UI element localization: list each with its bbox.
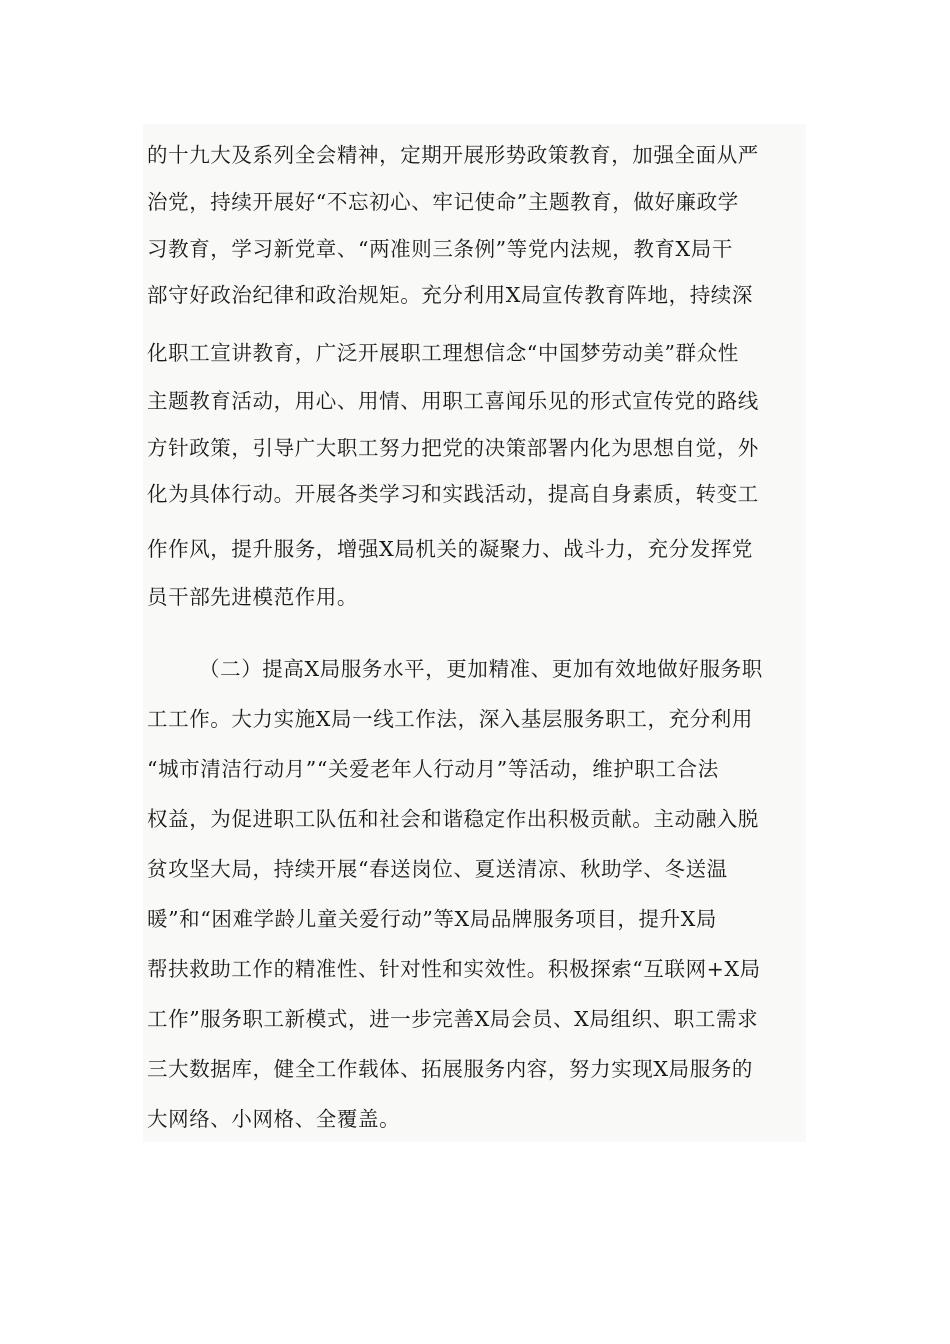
text-line: 的十九大及系列全会精神，定期开展形势政策教育，加强全面从严 (147, 143, 759, 167)
text-line: 部守好政治纪律和政治规矩。充分利用X局宣传教育阵地，持续深 (147, 283, 753, 307)
text-line: 帮扶救助工作的精准性、针对性和实效性。积极探索“互联网+X局 (147, 957, 761, 981)
text-line: 员干部先进模范作用。 (147, 585, 358, 609)
text-line: 工工作。大力实施X局一线工作法，深入基层服务职工，充分利用 (147, 707, 753, 731)
text-line: 化为具体行动。开展各类学习和实践活动，提高自身素质，转变工 (147, 482, 759, 506)
text-line: 方针政策，引导广大职工努力把党的决策部署内化为思想自觉，外 (147, 436, 759, 460)
text-line: “城市清洁行动月”“关爱老年人行动月”等活动，维护职工合法 (147, 757, 719, 781)
text-line: 权益，为促进职工队伍和社会和谐稳定作出积极贡献。主动融入脱 (147, 807, 759, 831)
text-line: 主题教育活动，用心、用情、用职工喜闻乐见的形式宣传党的路线 (147, 389, 759, 413)
body-text (143, 124, 806, 1142)
text-line: 治党，持续开展好“不忘初心、牢记使命”主题教育，做好廉政学 (147, 190, 739, 214)
paragraph-heading-line: （二）提高X局服务水平，更加精准、更加有效地做好服务职 (199, 657, 763, 681)
text-line: 化职工宣讲教育，广泛开展职工理想信念“中国梦劳动美”群众性 (147, 341, 739, 365)
text-line: 暖”和“困难学龄儿童关爱行动”等X局品牌服务项目，提升X局 (147, 907, 718, 931)
text-line: 习教育，学习新党章、“两准则三条例”等党内法规，教育X局干 (147, 237, 733, 261)
text-line: 大网络、小网格、全覆盖。 (147, 1107, 401, 1131)
text-line: 贫攻坚大局，持续开展“春送岗位、夏送清凉、秋助学、冬送温 (147, 857, 728, 881)
text-line: 工作”服务职工新模式，进一步完善X局会员、X局组织、职工需求 (147, 1007, 759, 1031)
text-line: 三大数据库，健全工作载体、拓展服务内容，努力实现X局服务的 (147, 1057, 753, 1081)
text-line: 作作风，提升服务，增强X局机关的凝聚力、战斗力，充分发挥党 (147, 537, 753, 561)
